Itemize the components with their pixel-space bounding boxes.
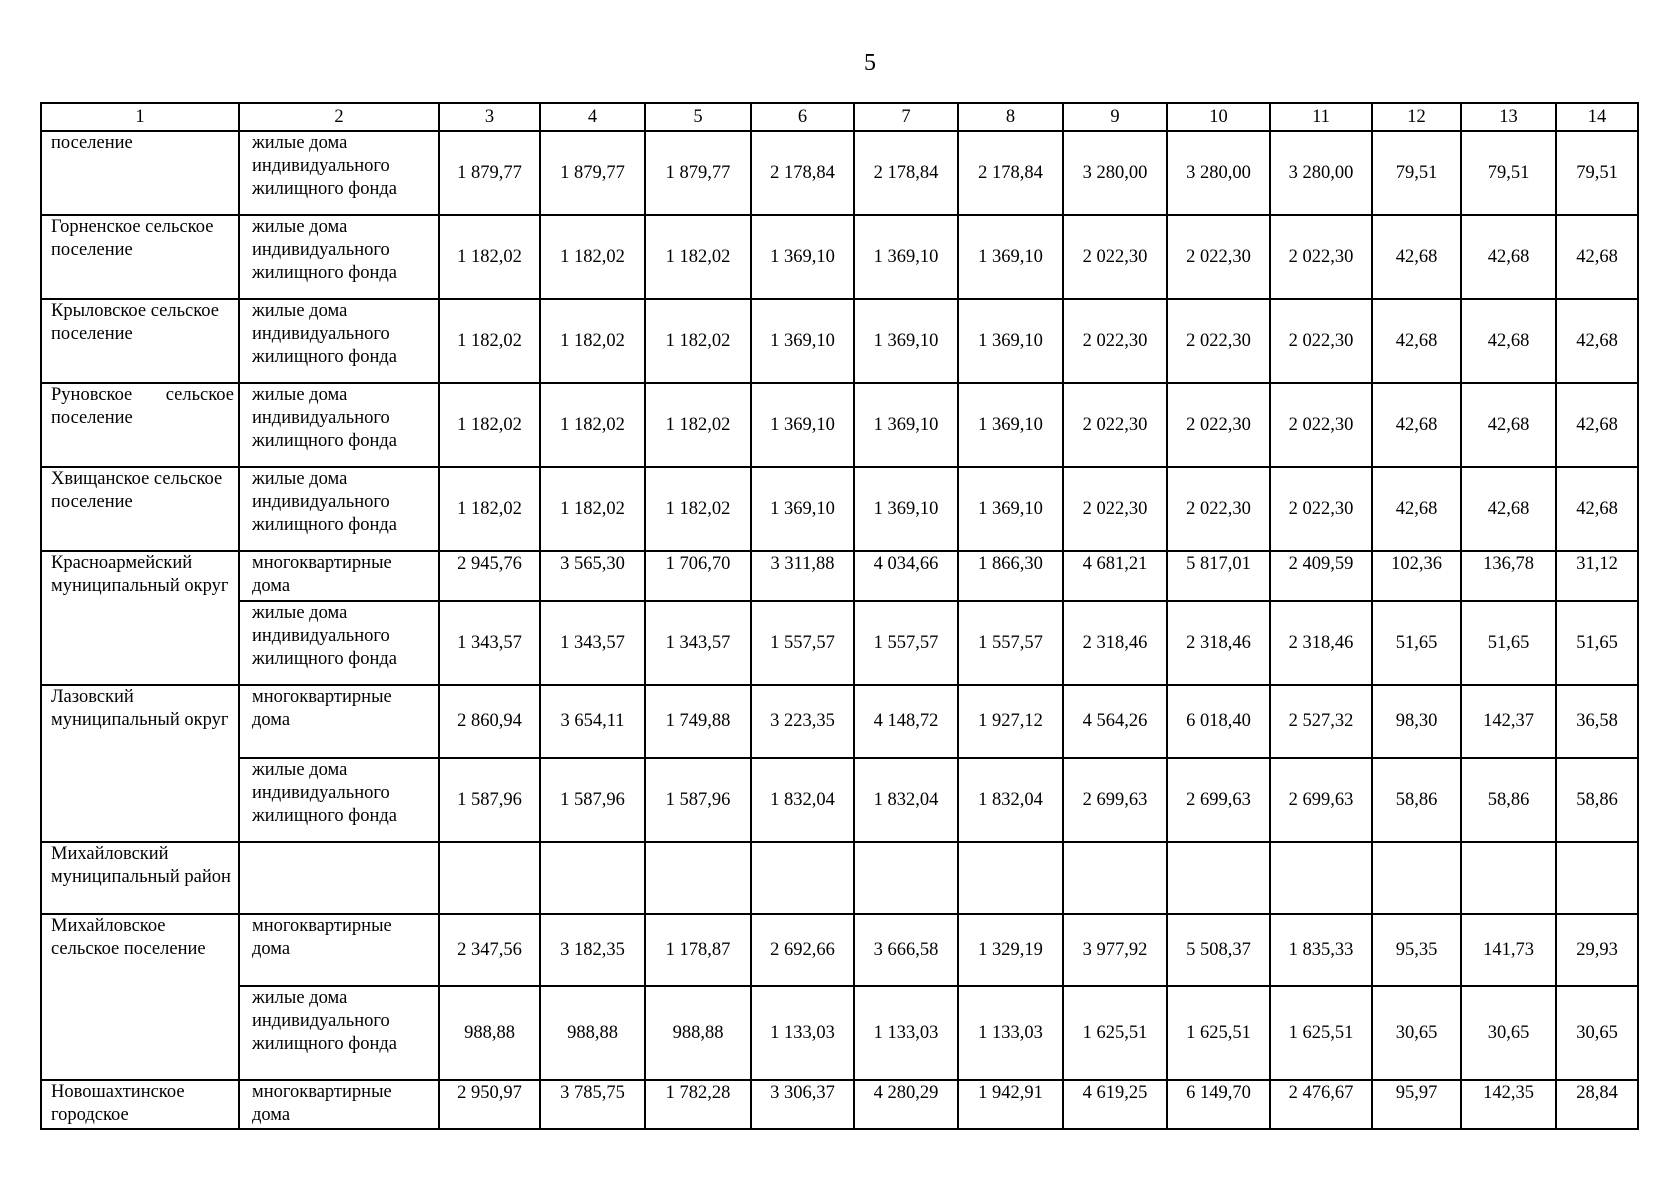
value-cell: 79,51 <box>1556 131 1638 215</box>
value-cell: 6 149,70 <box>1167 1080 1270 1129</box>
territory-cell: Крыловское сельское поселение <box>41 299 239 383</box>
value-cell: 4 564,26 <box>1063 685 1167 758</box>
territory-cell: Горненское сельское поселение <box>41 215 239 299</box>
value-cell: 2 022,30 <box>1063 467 1167 551</box>
value-cell: 2 022,30 <box>1063 215 1167 299</box>
value-cell: 58,86 <box>1372 758 1461 842</box>
housing-type-cell: многоквартирные дома <box>239 914 439 986</box>
value-cell: 988,88 <box>645 986 751 1080</box>
value-cell: 30,65 <box>1372 986 1461 1080</box>
housing-type-cell: жилые дома индивидуального жилищного фонда <box>239 986 439 1080</box>
value-cell: 3 666,58 <box>854 914 958 986</box>
value-cell: 1 927,12 <box>958 685 1063 758</box>
value-cell: 1 369,10 <box>958 215 1063 299</box>
column-header: 7 <box>854 103 958 131</box>
housing-type-cell: многоквартирные дома <box>239 1080 439 1129</box>
table-row <box>41 685 1638 758</box>
value-cell: 58,86 <box>1556 758 1638 842</box>
value-cell: 4 034,66 <box>854 551 958 601</box>
value-cell: 42,68 <box>1372 299 1461 383</box>
value-cell: 2 692,66 <box>751 914 854 986</box>
value-cell: 1 879,77 <box>645 131 751 215</box>
value-cell: 2 318,46 <box>1270 601 1372 685</box>
value-cell: 2 527,32 <box>1270 685 1372 758</box>
value-cell: 1 182,02 <box>439 467 540 551</box>
value-cell: 2 318,46 <box>1167 601 1270 685</box>
value-cell: 1 182,02 <box>645 467 751 551</box>
value-cell: 2 945,76 <box>439 551 540 601</box>
value-cell: 79,51 <box>1461 131 1556 215</box>
value-cell: 42,68 <box>1556 215 1638 299</box>
value-cell: 2 178,84 <box>751 131 854 215</box>
housing-type-cell: жилые дома индивидуального жилищного фонда <box>239 467 439 551</box>
value-cell: 2 699,63 <box>1270 758 1372 842</box>
value-cell: 3 654,11 <box>540 685 645 758</box>
value-cell <box>439 842 540 914</box>
value-cell: 4 681,21 <box>1063 551 1167 601</box>
value-cell: 1 369,10 <box>751 467 854 551</box>
value-cell: 1 343,57 <box>439 601 540 685</box>
value-cell: 2 347,56 <box>439 914 540 986</box>
value-cell: 2 022,30 <box>1063 299 1167 383</box>
value-cell <box>854 842 958 914</box>
value-cell: 51,65 <box>1372 601 1461 685</box>
housing-type-cell: жилые дома индивидуального жилищного фонда <box>239 758 439 842</box>
value-cell: 6 018,40 <box>1167 685 1270 758</box>
value-cell: 1 557,57 <box>854 601 958 685</box>
housing-type-cell: многоквартирные дома <box>239 551 439 601</box>
value-cell <box>751 842 854 914</box>
value-cell: 98,30 <box>1372 685 1461 758</box>
value-cell: 142,37 <box>1461 685 1556 758</box>
value-cell: 2 022,30 <box>1167 383 1270 467</box>
value-cell <box>1270 842 1372 914</box>
column-header: 12 <box>1372 103 1461 131</box>
value-cell: 2 409,59 <box>1270 551 1372 601</box>
territory-cell: Руновское сельское поселение <box>41 383 239 467</box>
table-row <box>41 131 1638 215</box>
table-row <box>41 215 1638 299</box>
value-cell: 5 508,37 <box>1167 914 1270 986</box>
value-cell: 1 182,02 <box>540 383 645 467</box>
housing-type-cell: жилые дома индивидуального жилищного фонда <box>239 383 439 467</box>
value-cell <box>1372 842 1461 914</box>
value-cell: 42,68 <box>1372 215 1461 299</box>
value-cell <box>1167 842 1270 914</box>
value-cell: 4 280,29 <box>854 1080 958 1129</box>
value-cell: 1 625,51 <box>1270 986 1372 1080</box>
table-row <box>41 842 1638 914</box>
value-cell: 36,58 <box>1556 685 1638 758</box>
value-cell <box>1556 842 1638 914</box>
value-cell: 1 133,03 <box>854 986 958 1080</box>
value-cell: 142,35 <box>1461 1080 1556 1129</box>
value-cell: 1 706,70 <box>645 551 751 601</box>
value-cell: 1 182,02 <box>439 215 540 299</box>
value-cell: 1 832,04 <box>958 758 1063 842</box>
value-cell: 1 832,04 <box>751 758 854 842</box>
column-header: 8 <box>958 103 1063 131</box>
value-cell: 1 182,02 <box>540 299 645 383</box>
value-cell <box>645 842 751 914</box>
value-cell: 42,68 <box>1461 383 1556 467</box>
value-cell: 42,68 <box>1556 299 1638 383</box>
value-cell: 2 022,30 <box>1270 467 1372 551</box>
value-cell: 42,68 <box>1372 383 1461 467</box>
value-cell: 3 311,88 <box>751 551 854 601</box>
column-header: 3 <box>439 103 540 131</box>
table-row <box>41 914 1638 986</box>
table-row <box>41 467 1638 551</box>
column-header: 6 <box>751 103 854 131</box>
value-cell: 1 182,02 <box>540 215 645 299</box>
value-cell: 1 587,96 <box>645 758 751 842</box>
value-cell: 1 178,87 <box>645 914 751 986</box>
value-cell: 1 369,10 <box>854 467 958 551</box>
value-cell: 1 587,96 <box>439 758 540 842</box>
value-cell: 1 182,02 <box>439 299 540 383</box>
value-cell: 3 280,00 <box>1270 131 1372 215</box>
value-cell: 2 022,30 <box>1063 383 1167 467</box>
value-cell: 1 369,10 <box>854 215 958 299</box>
value-cell: 42,68 <box>1461 299 1556 383</box>
value-cell: 42,68 <box>1461 467 1556 551</box>
territory-cell: Лазовский муниципальный округ <box>41 685 239 842</box>
table-row <box>41 383 1638 467</box>
value-cell: 95,35 <box>1372 914 1461 986</box>
value-cell: 1 343,57 <box>540 601 645 685</box>
value-cell: 1 369,10 <box>958 467 1063 551</box>
territory-cell: Михайловское сельское поселение <box>41 914 239 1080</box>
value-cell: 1 182,02 <box>645 383 751 467</box>
territory-cell: поселение <box>41 131 239 215</box>
value-cell: 42,68 <box>1461 215 1556 299</box>
value-cell: 1 557,57 <box>958 601 1063 685</box>
value-cell: 1 329,19 <box>958 914 1063 986</box>
table-row <box>41 986 1638 1080</box>
value-cell: 2 022,30 <box>1167 299 1270 383</box>
column-number-row <box>41 103 1638 131</box>
value-cell: 1 369,10 <box>854 383 958 467</box>
value-cell: 2 318,46 <box>1063 601 1167 685</box>
value-cell: 1 782,28 <box>645 1080 751 1129</box>
value-cell: 1 133,03 <box>751 986 854 1080</box>
territory-cell: Новошахтинское городское <box>41 1080 239 1129</box>
value-cell: 1 182,02 <box>540 467 645 551</box>
value-cell: 3 306,37 <box>751 1080 854 1129</box>
value-cell: 1 182,02 <box>439 383 540 467</box>
value-cell <box>540 842 645 914</box>
territory-cell: Хвищанское сельское поселение <box>41 467 239 551</box>
value-cell: 3 785,75 <box>540 1080 645 1129</box>
column-header: 1 <box>41 103 239 131</box>
value-cell: 3 223,35 <box>751 685 854 758</box>
value-cell <box>1063 842 1167 914</box>
value-cell: 3 280,00 <box>1063 131 1167 215</box>
value-cell: 1 369,10 <box>751 299 854 383</box>
value-cell: 3 182,35 <box>540 914 645 986</box>
territory-cell: Красноармейский муниципальный округ <box>41 551 239 685</box>
value-cell: 2 022,30 <box>1167 215 1270 299</box>
value-cell: 30,65 <box>1461 986 1556 1080</box>
table-row <box>41 299 1638 383</box>
value-cell: 141,73 <box>1461 914 1556 986</box>
territory-cell: Михайловский муниципальный район <box>41 842 239 914</box>
column-header: 4 <box>540 103 645 131</box>
value-cell: 4 148,72 <box>854 685 958 758</box>
value-cell: 1 879,77 <box>540 131 645 215</box>
value-cell: 51,65 <box>1461 601 1556 685</box>
value-cell: 95,97 <box>1372 1080 1461 1129</box>
value-cell: 1 369,10 <box>854 299 958 383</box>
value-cell: 2 022,30 <box>1270 215 1372 299</box>
value-cell: 1 557,57 <box>751 601 854 685</box>
housing-type-cell: жилые дома индивидуального жилищного фонда <box>239 299 439 383</box>
value-cell: 1 369,10 <box>751 215 854 299</box>
value-cell: 58,86 <box>1461 758 1556 842</box>
value-cell: 2 699,63 <box>1063 758 1167 842</box>
value-cell: 1 879,77 <box>439 131 540 215</box>
housing-type-cell: жилые дома индивидуального жилищного фонда <box>239 215 439 299</box>
value-cell: 1 942,91 <box>958 1080 1063 1129</box>
value-cell <box>1461 842 1556 914</box>
value-cell: 2 699,63 <box>1167 758 1270 842</box>
housing-type-cell: жилые дома индивидуального жилищного фонда <box>239 131 439 215</box>
value-cell: 2 950,97 <box>439 1080 540 1129</box>
table-row <box>41 758 1638 842</box>
value-cell: 2 022,30 <box>1167 467 1270 551</box>
value-cell: 3 280,00 <box>1167 131 1270 215</box>
value-cell: 42,68 <box>1556 383 1638 467</box>
value-cell: 2 022,30 <box>1270 383 1372 467</box>
value-cell: 42,68 <box>1372 467 1461 551</box>
value-cell: 1 369,10 <box>751 383 854 467</box>
value-cell: 1 133,03 <box>958 986 1063 1080</box>
value-cell: 2 022,30 <box>1270 299 1372 383</box>
table-row <box>41 601 1638 685</box>
value-cell: 1 182,02 <box>645 299 751 383</box>
value-cell: 1 832,04 <box>854 758 958 842</box>
value-cell: 3 565,30 <box>540 551 645 601</box>
tariff-table <box>40 102 1639 1130</box>
value-cell: 102,36 <box>1372 551 1461 601</box>
value-cell: 1 587,96 <box>540 758 645 842</box>
value-cell: 2 860,94 <box>439 685 540 758</box>
page-number: 5 <box>864 50 876 76</box>
table-row <box>41 551 1638 601</box>
value-cell: 29,93 <box>1556 914 1638 986</box>
value-cell: 42,68 <box>1556 467 1638 551</box>
value-cell: 4 619,25 <box>1063 1080 1167 1129</box>
value-cell: 136,78 <box>1461 551 1556 601</box>
value-cell: 1 182,02 <box>645 215 751 299</box>
column-header: 2 <box>239 103 439 131</box>
value-cell: 1 369,10 <box>958 299 1063 383</box>
column-header: 11 <box>1270 103 1372 131</box>
housing-type-cell <box>239 842 439 914</box>
value-cell: 30,65 <box>1556 986 1638 1080</box>
value-cell: 79,51 <box>1372 131 1461 215</box>
value-cell: 2 476,67 <box>1270 1080 1372 1129</box>
value-cell: 1 343,57 <box>645 601 751 685</box>
value-cell: 3 977,92 <box>1063 914 1167 986</box>
value-cell: 1 835,33 <box>1270 914 1372 986</box>
value-cell: 1 369,10 <box>958 383 1063 467</box>
column-header: 5 <box>645 103 751 131</box>
housing-type-cell: многоквартирные дома <box>239 685 439 758</box>
table-row <box>41 1080 1638 1129</box>
column-header: 14 <box>1556 103 1638 131</box>
value-cell: 28,84 <box>1556 1080 1638 1129</box>
column-header: 10 <box>1167 103 1270 131</box>
value-cell: 1 625,51 <box>1167 986 1270 1080</box>
value-cell: 988,88 <box>540 986 645 1080</box>
value-cell: 31,12 <box>1556 551 1638 601</box>
column-header: 13 <box>1461 103 1556 131</box>
value-cell: 51,65 <box>1556 601 1638 685</box>
value-cell: 5 817,01 <box>1167 551 1270 601</box>
housing-type-cell: жилые дома индивидуального жилищного фонда <box>239 601 439 685</box>
value-cell: 1 866,30 <box>958 551 1063 601</box>
value-cell: 1 625,51 <box>1063 986 1167 1080</box>
value-cell: 1 749,88 <box>645 685 751 758</box>
value-cell: 988,88 <box>439 986 540 1080</box>
column-header: 9 <box>1063 103 1167 131</box>
value-cell: 2 178,84 <box>854 131 958 215</box>
value-cell: 2 178,84 <box>958 131 1063 215</box>
value-cell <box>958 842 1063 914</box>
